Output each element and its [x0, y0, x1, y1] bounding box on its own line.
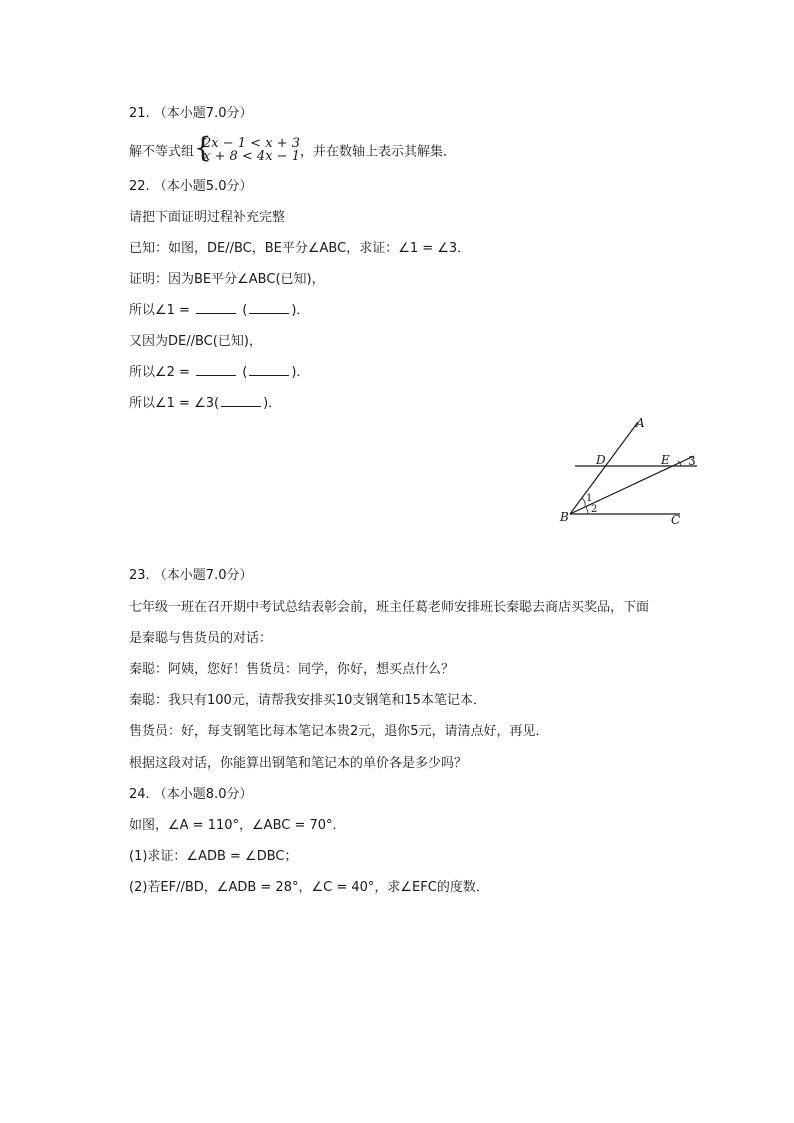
geometry-figure	[550, 410, 720, 535]
label-3: 3	[688, 454, 696, 468]
q22-instruction: 请把下面证明过程补充完整	[129, 210, 286, 225]
q24-header: 24. （本小题8.0分）	[129, 787, 253, 802]
q22-l6-paren: (	[242, 365, 248, 380]
q22-proof-line-4	[129, 363, 309, 383]
q21-pre: 解不等式组	[129, 144, 195, 160]
inequality-system: { 2x − 1 < x + 3 x + 8 < 4x − 1	[194, 131, 300, 164]
q22-l6-close: )．	[291, 365, 310, 380]
q23-line-3: 秦聪：阿姨，您好！售货员：同学，你好，想买点什么？	[129, 662, 455, 677]
q22-l7-close: )．	[263, 396, 282, 411]
blank-5[interactable]	[221, 394, 261, 407]
line-ba	[570, 422, 638, 514]
label-2: 2	[591, 504, 598, 515]
q23-line-4: 秦聪：我只有100元，请帮我安排买10支钢笔和15本笔记本．	[129, 693, 486, 708]
q21-problem	[129, 131, 456, 167]
blank-1[interactable]	[196, 301, 236, 314]
q22-l6-text: 所以∠2 =	[129, 365, 190, 380]
q21-post: ，并在数轴上表示其解集．	[299, 144, 456, 160]
blank-2[interactable]	[249, 301, 289, 314]
inequality-2: x + 8 < 4x − 1	[203, 149, 300, 164]
q22-l4-paren: (	[242, 303, 248, 318]
q22-proof-line-3: 又因为DE//BC(已知)，	[129, 334, 262, 349]
q22-given: 已知：如图，DE//BC，BE平分∠ABC，求证：∠1 = ∠3．	[129, 241, 471, 256]
q22-header: 22. （本小题5.0分）	[129, 179, 253, 194]
line-be	[570, 456, 694, 514]
blank-4[interactable]	[249, 363, 289, 376]
q24-part-2: (2)若EF//BD，∠ADB = 28°，∠C = 40°，求∠EFC的度数．	[129, 880, 489, 895]
inequality-1: 2x − 1 < x + 3	[203, 136, 300, 151]
q22-proof-line-5	[129, 394, 281, 414]
blank-3[interactable]	[196, 363, 236, 376]
q23-header: 23. （本小题7.0分）	[129, 568, 253, 583]
label-a: A	[636, 416, 645, 430]
q22-proof-line-2	[129, 301, 309, 321]
q21-header: 21. （本小题7.0分）	[129, 106, 253, 121]
angle-arc-1	[582, 498, 585, 506]
q24-given: 如图，∠A = 110°，∠ABC = 70°．	[129, 818, 346, 833]
label-b: B	[560, 510, 569, 524]
q23-line-1: 七年级一班在召开期中考试总结表彰会前，班主任葛老师安排班长秦聪去商店买奖品，下面	[129, 600, 650, 615]
q22-l7-text: 所以∠1 = ∠3(	[129, 396, 220, 411]
q23-line-5: 售货员：好，每支钢笔比每本笔记本贵2元，退你5元，请清点好，再见．	[129, 724, 549, 739]
label-1: 1	[586, 493, 593, 504]
q24-part-1: (1)求证：∠ADB = ∠DBC；	[129, 849, 298, 864]
q23-line-2: 是秦聪与售货员的对话：	[129, 631, 273, 646]
q22-l4-text: 所以∠1 =	[129, 303, 190, 318]
label-e: E	[661, 453, 670, 467]
label-d: D	[596, 453, 606, 467]
q23-line-6: 根据这段对话，你能算出钢笔和笔记本的单价各是多少吗？	[129, 756, 468, 771]
angle-arc-2	[586, 507, 588, 514]
q22-l4-close: )．	[291, 303, 310, 318]
q22-proof-line-1: 证明：因为BE平分∠ABC(已知)，	[129, 272, 325, 287]
label-c: C	[671, 513, 681, 527]
